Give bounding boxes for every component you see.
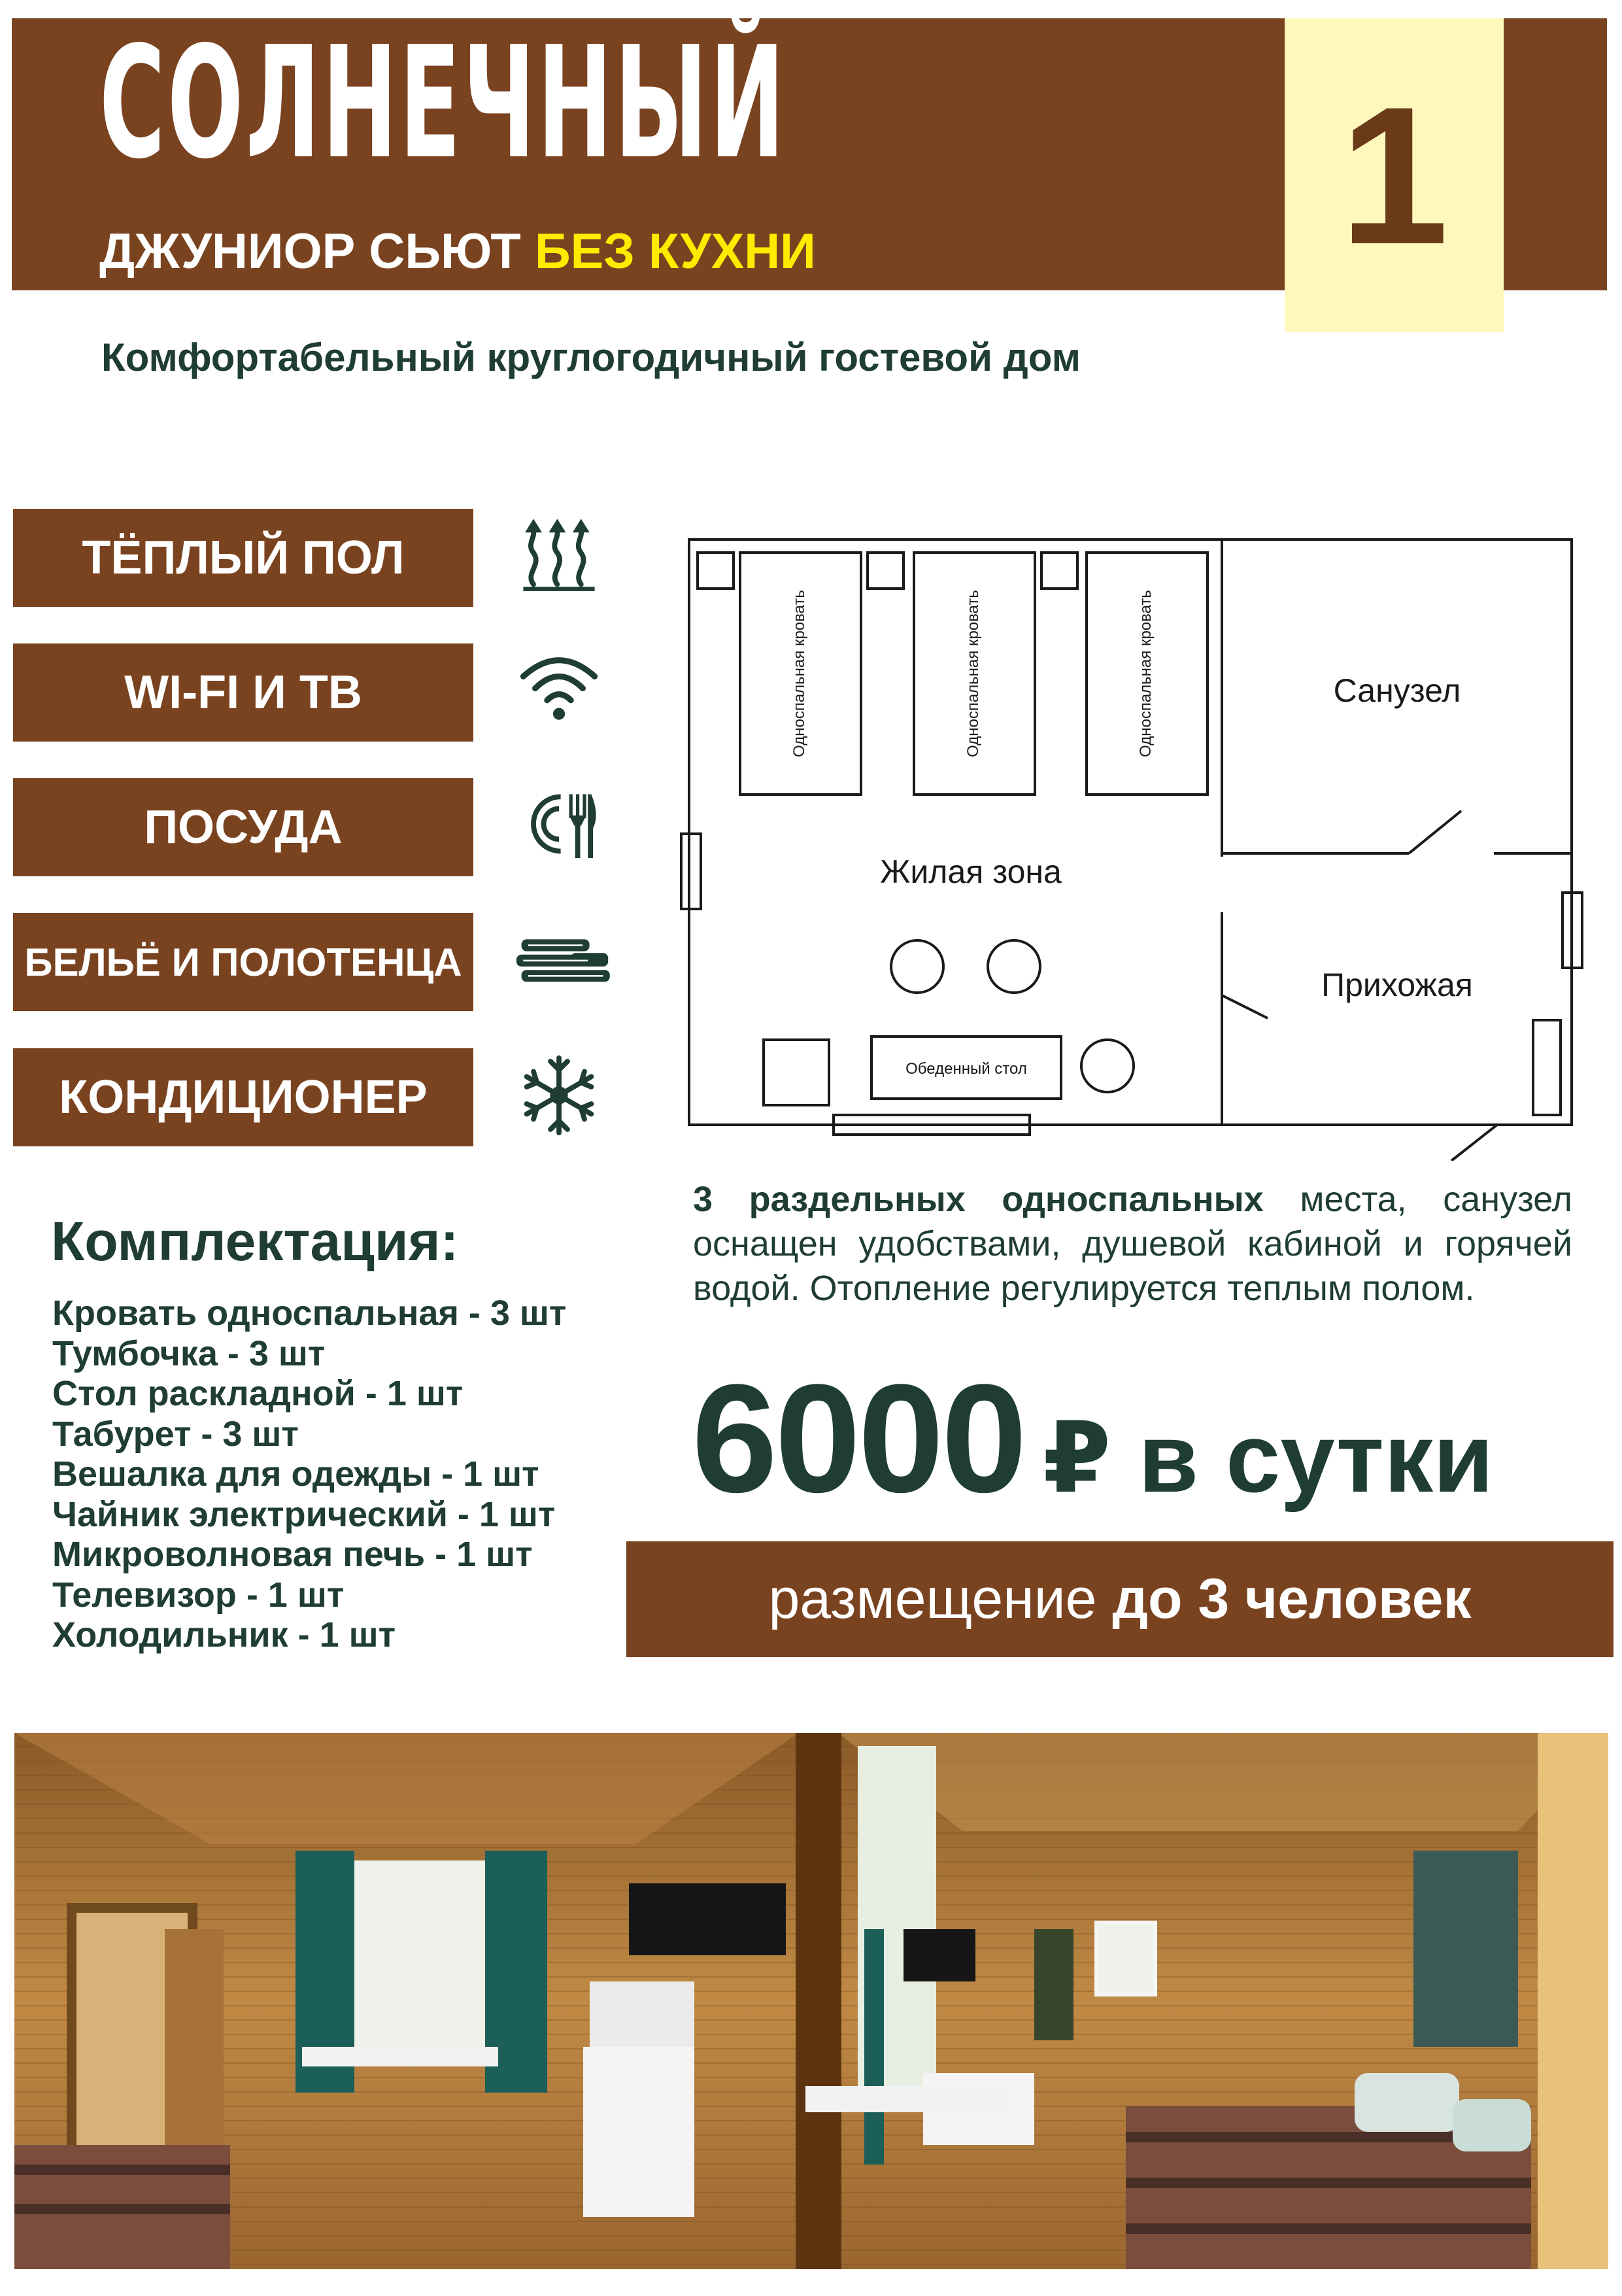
feature-wifi-tv: [13, 643, 473, 742]
list-item: Чайник электрический - 1 шт: [52, 1494, 556, 1534]
equipment-list: [52, 1294, 566, 1656]
feature-label: КОНДИЦИОНЕР: [59, 1071, 428, 1123]
tagline: Комфортабельный круглогодичный гостевой дом: [101, 335, 1081, 379]
list-item: Тумбочка - 3 шт: [52, 1333, 326, 1373]
wall-pictures: [1413, 1851, 1518, 2047]
list-item: Телевизор - 1 шт: [52, 1575, 345, 1615]
feature-label: WI-FI И ТВ: [124, 666, 362, 719]
list-item: Микроволновая печь - 1 шт: [52, 1535, 533, 1574]
description-bold: 3 раздельных односпальных: [693, 1180, 1264, 1219]
feature-warm-floor: [13, 509, 473, 607]
hallway-label: Прихожая: [1321, 967, 1473, 1003]
capacity-prefix: размещение: [768, 1568, 1113, 1630]
feature-label: ПОСУДА: [144, 801, 343, 853]
capacity-bold: до 3 человек: [1112, 1568, 1472, 1630]
subtitle-highlight: БЕЗ КУХНИ: [534, 224, 816, 279]
feature-label: ТЁПЛЫЙ ПОЛ: [82, 532, 405, 584]
feature-label: БЕЛЬЁ И ПОЛОТЕНЦА: [24, 940, 462, 984]
capacity-bar: [626, 1541, 1614, 1657]
heat-waves-icon: [516, 512, 601, 597]
bed-3-label: Односпальная кровать: [1137, 590, 1155, 757]
feature-linen-towels: [13, 913, 473, 1011]
snowflake-icon: [516, 1053, 601, 1138]
microwave: [590, 1981, 694, 2047]
description-text: места, санузел оснащен удобствами, душевой кабиной и горячей водой. Отопление регулируется теплым полом.: [693, 1180, 1572, 1308]
towels-icon: [510, 916, 615, 1001]
dining-table-label: Обеденный стол: [905, 1060, 1027, 1078]
wifi-icon: [516, 644, 601, 729]
fridge: [583, 2047, 694, 2217]
price-unit: ₽ в сутки: [1043, 1403, 1494, 1513]
bed-1-label: Односпальная кровать: [790, 590, 808, 757]
list-item: Стол раскладной - 1 шт: [52, 1374, 464, 1413]
floor-plan: [680, 533, 1589, 1161]
room-panorama-photo: [14, 1733, 1608, 2269]
tv: [629, 1883, 786, 1955]
table: [302, 2047, 498, 2066]
subtitle-main: ДЖУНИОР СЬЮТ: [99, 224, 521, 279]
price: [692, 1352, 1494, 1561]
window: [354, 1860, 505, 2050]
list-item: Кровать односпальная - 3 шт: [52, 1294, 567, 1333]
floor-plan-outer-wall: [689, 540, 1572, 1125]
list-item: Холодильник - 1 шт: [52, 1615, 396, 1654]
feature-air-conditioner: [13, 1048, 473, 1146]
list-item: Табурет - 3 шт: [52, 1414, 299, 1454]
description: [693, 1177, 1572, 1311]
living-zone-label: Жилая зона: [880, 853, 1062, 890]
bathroom-label: Санузел: [1333, 672, 1461, 709]
house-number: 1: [1340, 65, 1449, 285]
page-subtitle: [99, 226, 816, 278]
page-title: СОЛНЕЧНЫЙ: [99, 13, 787, 193]
house-number-box: [1285, 18, 1504, 332]
equipment-title: Комплектация:: [51, 1210, 459, 1272]
feature-dishes: [13, 778, 473, 876]
price-amount: 6000: [692, 1352, 1025, 1525]
bed-2-label: Односпальная кровать: [964, 590, 982, 757]
list-item: Вешалка для одежды - 1 шт: [52, 1454, 539, 1494]
dishes-icon: [516, 781, 601, 866]
